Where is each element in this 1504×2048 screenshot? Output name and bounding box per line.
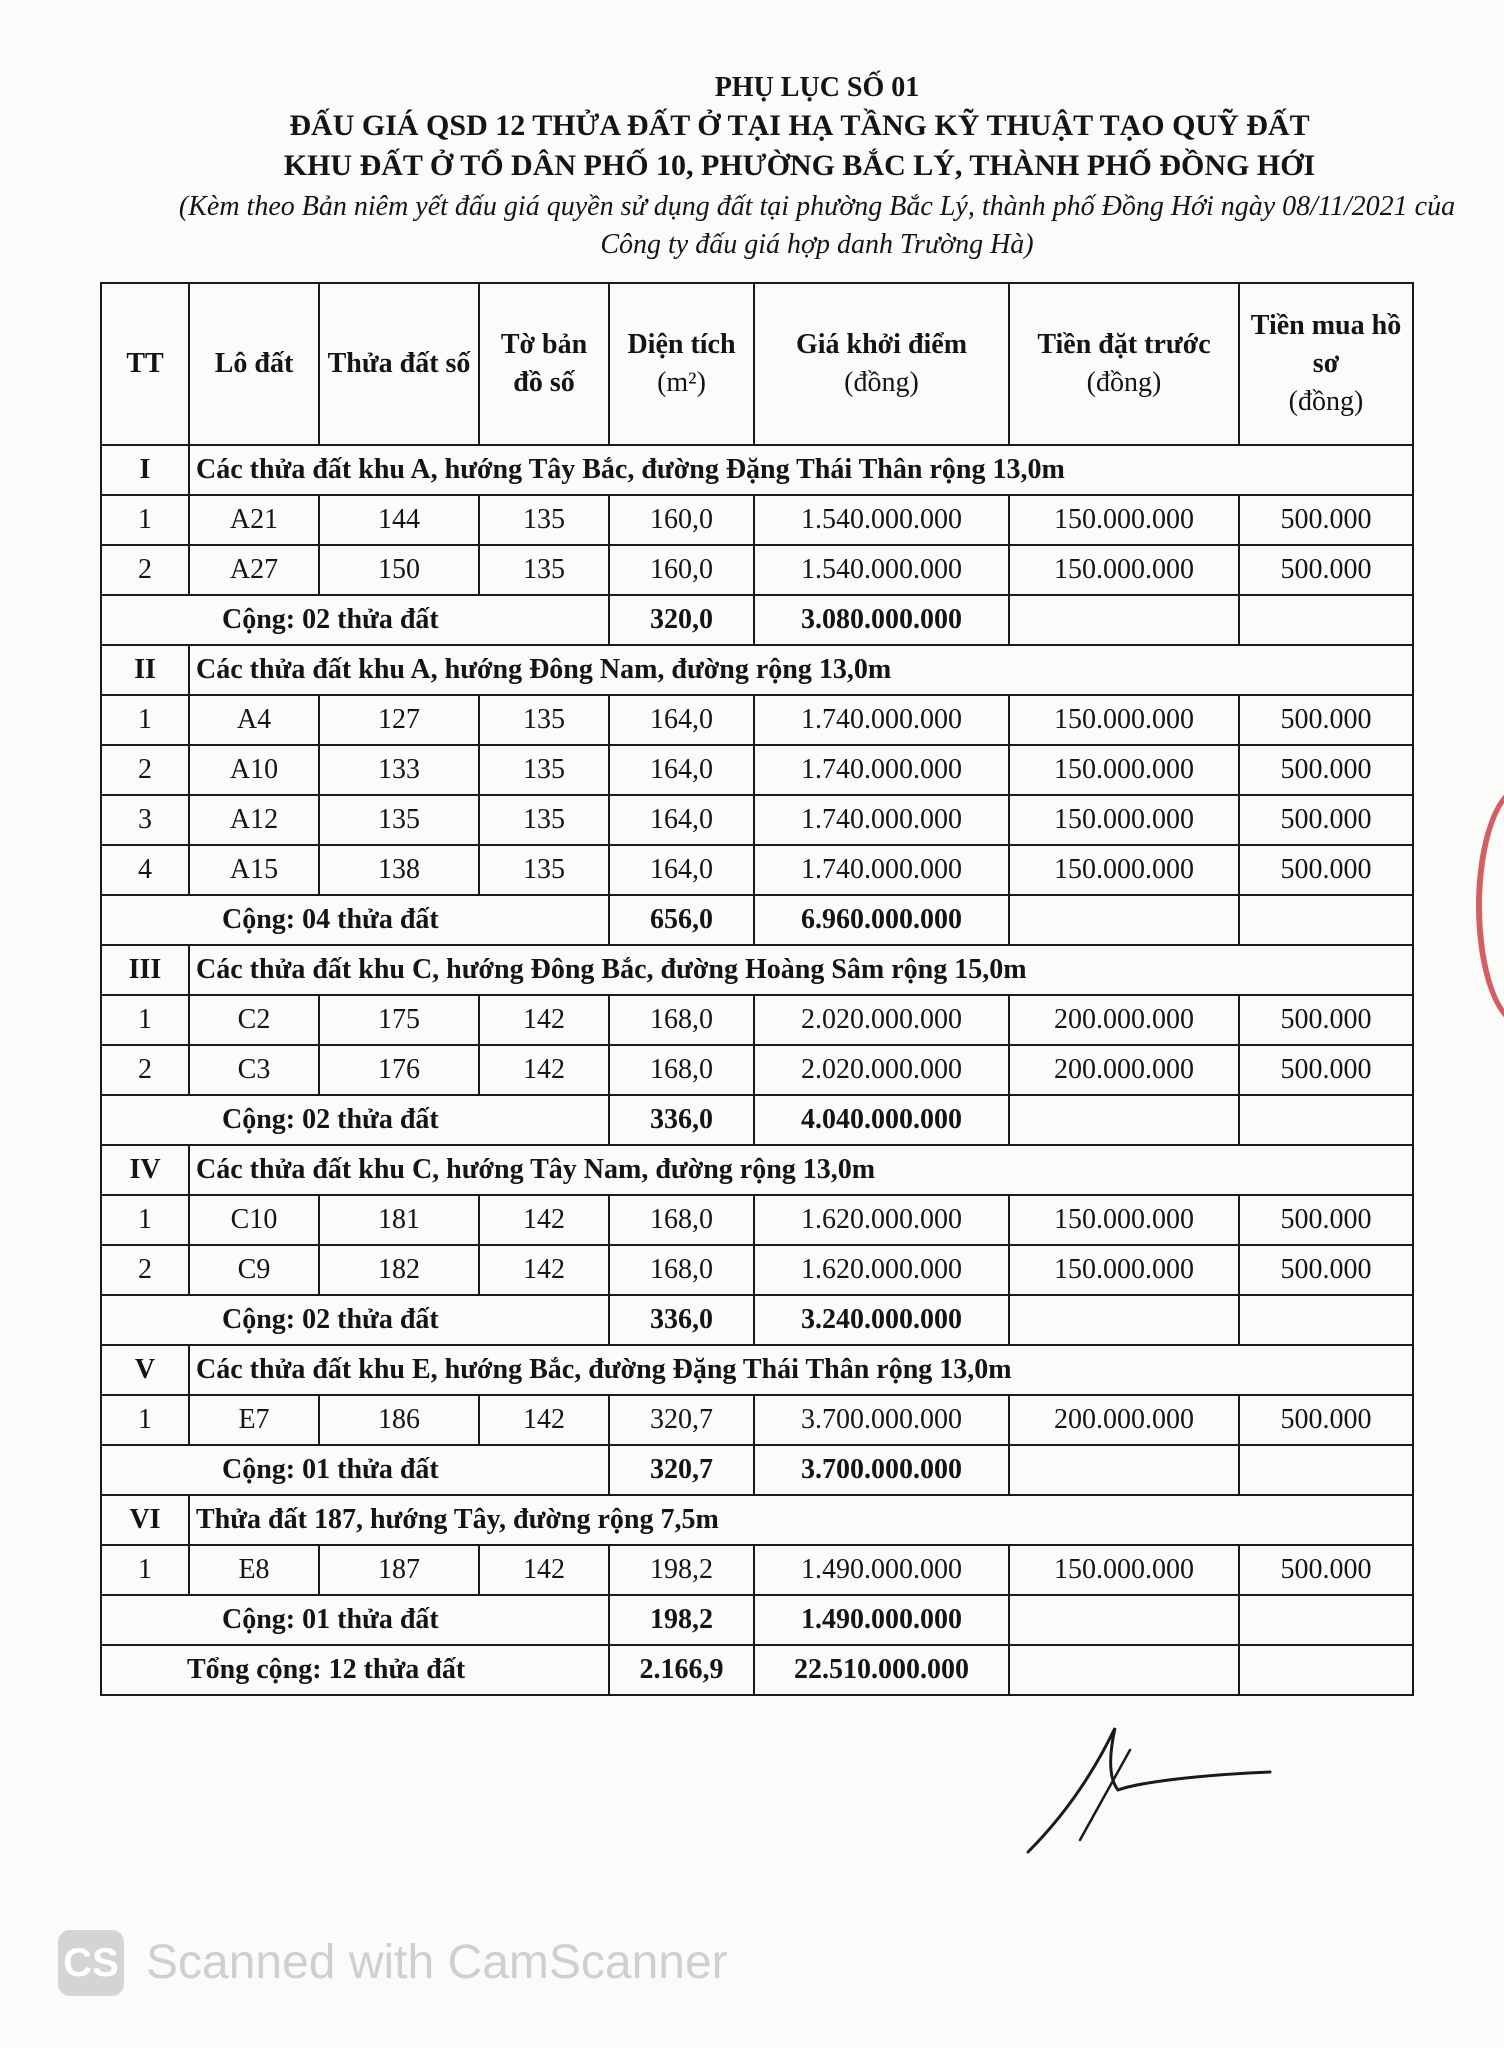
subtotal-label: Cộng: 02 thửa đất [101, 595, 609, 645]
subtotal-label: Cộng: 01 thửa đất [101, 1595, 609, 1645]
subtotal-label: Cộng: 04 thửa đất [101, 895, 609, 945]
col-fee [1239, 283, 1413, 445]
cell-map: 135 [479, 545, 609, 595]
cell-deposit: 150.000.000 [1009, 695, 1239, 745]
cell-tt: 1 [101, 995, 189, 1045]
subtotal-row [101, 1595, 1413, 1645]
cell-deposit: 150.000.000 [1009, 795, 1239, 845]
section-title: Các thửa đất khu A, hướng Tây Bắc, đường Đặng Thái Thân rộng 13,0m [189, 445, 1413, 495]
cell-parcel: 182 [319, 1245, 479, 1295]
cell-area: 164,0 [609, 695, 754, 745]
cell-lot: A27 [189, 545, 319, 595]
col-fee-unit: (đồng) [1288, 386, 1364, 417]
cell-fee: 500.000 [1239, 1195, 1413, 1245]
cell-parcel: 133 [319, 745, 479, 795]
cell-area: 164,0 [609, 795, 754, 845]
cell-area: 168,0 [609, 995, 754, 1045]
cell-map: 142 [479, 1545, 609, 1595]
section-row [101, 945, 1413, 995]
col-fee-label: Tiền mua hồ sơ [1250, 310, 1402, 379]
section-title: Các thửa đất khu C, hướng Tây Nam, đường rộng 13,0m [189, 1145, 1413, 1195]
subtotal-area: 320,7 [609, 1445, 754, 1495]
subtotal-row [101, 595, 1413, 645]
cell-lot: A21 [189, 495, 319, 545]
subtotal-label: Cộng: 02 thửa đất [101, 1095, 609, 1145]
table-row [101, 1395, 1413, 1445]
section-title: Các thửa đất khu A, hướng Đông Nam, đường rộng 13,0m [189, 645, 1413, 695]
col-tt: TT [101, 283, 189, 445]
table-row [101, 1045, 1413, 1095]
cell-tt: 2 [101, 745, 189, 795]
cell-map: 142 [479, 995, 609, 1045]
subtotal-price: 1.490.000.000 [754, 1595, 1009, 1645]
table-row [101, 695, 1413, 745]
table-row [101, 545, 1413, 595]
cell-price: 1.740.000.000 [754, 745, 1009, 795]
subtotal-price: 6.960.000.000 [754, 895, 1009, 945]
subtotal-area: 656,0 [609, 895, 754, 945]
cell-parcel: 176 [319, 1045, 479, 1095]
subtotal-deposit [1009, 595, 1239, 645]
col-deposit [1009, 283, 1239, 445]
document-subtitle: KHU ĐẤT Ở TỔ DÂN PHỐ 10, PHƯỜNG BẮC LÝ, THÀNH PHỐ ĐỒNG HỚI [283, 149, 1316, 182]
col-deposit-label: Tiền đặt trước [1037, 329, 1211, 360]
grand-total-price: 22.510.000.000 [754, 1645, 1009, 1695]
cell-parcel: 175 [319, 995, 479, 1045]
subtotal-row [101, 1095, 1413, 1145]
subtotal-fee [1239, 1095, 1413, 1145]
cell-price: 1.740.000.000 [754, 845, 1009, 895]
table-row [101, 745, 1413, 795]
cell-parcel: 144 [319, 495, 479, 545]
cell-map: 142 [479, 1395, 609, 1445]
subtotal-row [101, 1295, 1413, 1345]
cell-price: 2.020.000.000 [754, 1045, 1009, 1095]
subtotal-row [101, 895, 1413, 945]
cell-tt: 3 [101, 795, 189, 845]
subtotal-fee [1239, 895, 1413, 945]
col-map: Tờ bản đồ số [479, 283, 609, 445]
cell-tt: 1 [101, 495, 189, 545]
subtotal-price: 3.700.000.000 [754, 1445, 1009, 1495]
section-row [101, 1345, 1413, 1395]
section-row [101, 445, 1413, 495]
grand-total-row [101, 1645, 1413, 1695]
section-row [101, 1495, 1413, 1545]
cell-deposit: 150.000.000 [1009, 495, 1239, 545]
grand-total-fee [1239, 1645, 1413, 1695]
col-area-unit: (m²) [657, 367, 706, 398]
cell-deposit: 150.000.000 [1009, 545, 1239, 595]
col-lot: Lô đất [189, 283, 319, 445]
cell-parcel: 187 [319, 1545, 479, 1595]
cell-deposit: 200.000.000 [1009, 1395, 1239, 1445]
cell-area: 168,0 [609, 1195, 754, 1245]
cell-map: 142 [479, 1195, 609, 1245]
cell-area: 164,0 [609, 845, 754, 895]
handwritten-signature [1020, 1720, 1280, 1860]
subtotal-label: Cộng: 01 thửa đất [101, 1445, 609, 1495]
subtotal-area: 320,0 [609, 595, 754, 645]
section-title: Các thửa đất khu E, hướng Bắc, đường Đặng Thái Thân rộng 13,0m [189, 1345, 1413, 1395]
subtotal-deposit [1009, 1595, 1239, 1645]
subtotal-price: 3.240.000.000 [754, 1295, 1009, 1345]
section-number: VI [101, 1495, 189, 1545]
cell-deposit: 150.000.000 [1009, 1245, 1239, 1295]
subtotal-deposit [1009, 1095, 1239, 1145]
cell-lot: C2 [189, 995, 319, 1045]
cell-lot: C9 [189, 1245, 319, 1295]
cell-area: 320,7 [609, 1395, 754, 1445]
cell-fee: 500.000 [1239, 1545, 1413, 1595]
camscanner-logo-icon: CS [58, 1930, 124, 1996]
section-title: Thửa đất 187, hướng Tây, đường rộng 7,5m [189, 1495, 1413, 1545]
subtotal-price: 4.040.000.000 [754, 1095, 1009, 1145]
cell-parcel: 181 [319, 1195, 479, 1245]
cell-fee: 500.000 [1239, 745, 1413, 795]
cell-parcel: 127 [319, 695, 479, 745]
cell-price: 1.620.000.000 [754, 1195, 1009, 1245]
cell-price: 1.540.000.000 [754, 545, 1009, 595]
col-area [609, 283, 754, 445]
cell-area: 198,2 [609, 1545, 754, 1595]
section-number: IV [101, 1145, 189, 1195]
subtotal-row [101, 1445, 1413, 1495]
cell-map: 142 [479, 1045, 609, 1095]
cell-map: 135 [479, 845, 609, 895]
cell-price: 1.490.000.000 [754, 1545, 1009, 1595]
cell-tt: 1 [101, 1545, 189, 1595]
table-body [101, 445, 1413, 1645]
table-row [101, 1195, 1413, 1245]
cell-map: 135 [479, 695, 609, 745]
subtotal-deposit [1009, 1295, 1239, 1345]
cell-map: 135 [479, 495, 609, 545]
cell-fee: 500.000 [1239, 1045, 1413, 1095]
table-row [101, 795, 1413, 845]
subtotal-fee [1239, 1295, 1413, 1345]
cell-fee: 500.000 [1239, 1245, 1413, 1295]
grand-total-label: Tổng cộng: 12 thửa đất [101, 1645, 609, 1695]
cell-area: 160,0 [609, 495, 754, 545]
cell-tt: 1 [101, 1395, 189, 1445]
document-title: ĐẤU GIÁ QSD 12 THỬA ĐẤT Ở TẠI HẠ TẦNG KỸ THUẬT TẠO QUỸ ĐẤT [289, 109, 1310, 142]
cell-price: 3.700.000.000 [754, 1395, 1009, 1445]
subtotal-fee [1239, 595, 1413, 645]
cell-area: 160,0 [609, 545, 754, 595]
cell-area: 168,0 [609, 1045, 754, 1095]
cell-fee: 500.000 [1239, 1395, 1413, 1445]
cell-deposit: 150.000.000 [1009, 1195, 1239, 1245]
cell-fee: 500.000 [1239, 795, 1413, 845]
cell-parcel: 135 [319, 795, 479, 845]
cell-fee: 500.000 [1239, 495, 1413, 545]
cell-lot: E8 [189, 1545, 319, 1595]
cell-area: 168,0 [609, 1245, 754, 1295]
cell-map: 135 [479, 795, 609, 845]
cell-tt: 2 [101, 1045, 189, 1095]
cell-area: 164,0 [609, 745, 754, 795]
camscanner-watermark-text: Scanned with CamScanner [146, 1936, 728, 1989]
cell-tt: 1 [101, 695, 189, 745]
cell-deposit: 150.000.000 [1009, 1545, 1239, 1595]
section-title: Các thửa đất khu C, hướng Đông Bắc, đường Hoàng Sâm rộng 15,0m [189, 945, 1413, 995]
table-row [101, 1545, 1413, 1595]
section-row [101, 645, 1413, 695]
cell-price: 1.620.000.000 [754, 1245, 1009, 1295]
cell-lot: A15 [189, 845, 319, 895]
section-number: III [101, 945, 189, 995]
table-row [101, 845, 1413, 895]
cell-lot: C10 [189, 1195, 319, 1245]
subtotal-fee [1239, 1445, 1413, 1495]
cell-deposit: 150.000.000 [1009, 745, 1239, 795]
table-row [101, 995, 1413, 1045]
subtotal-deposit [1009, 1445, 1239, 1495]
table-row [101, 1245, 1413, 1295]
subtotal-area: 198,2 [609, 1595, 754, 1645]
cell-price: 1.740.000.000 [754, 695, 1009, 745]
cell-lot: A10 [189, 745, 319, 795]
subtotal-price: 3.080.000.000 [754, 595, 1009, 645]
cell-price: 1.740.000.000 [754, 795, 1009, 845]
subtotal-deposit [1009, 895, 1239, 945]
cell-price: 1.540.000.000 [754, 495, 1009, 545]
col-price-label: Giá khởi điểm [795, 329, 968, 360]
cell-fee: 500.000 [1239, 845, 1413, 895]
cell-lot: C3 [189, 1045, 319, 1095]
appendix-title: PHỤ LỤC SỐ 01 [714, 72, 920, 103]
auction-table [100, 282, 1414, 1696]
cell-fee: 500.000 [1239, 545, 1413, 595]
cell-price: 2.020.000.000 [754, 995, 1009, 1045]
subtotal-label: Cộng: 02 thửa đất [101, 1295, 609, 1345]
cell-lot: A12 [189, 795, 319, 845]
document-header [0, 70, 1504, 264]
table-row [101, 495, 1413, 545]
col-deposit-unit: (đồng) [1086, 367, 1162, 398]
cell-lot: A4 [189, 695, 319, 745]
subtotal-area: 336,0 [609, 1295, 754, 1345]
red-stamp-seal [1476, 785, 1504, 1027]
section-number: II [101, 645, 189, 695]
grand-total-area: 2.166,9 [609, 1645, 754, 1695]
cell-tt: 4 [101, 845, 189, 895]
subtotal-fee [1239, 1595, 1413, 1645]
section-number: I [101, 445, 189, 495]
cell-deposit: 150.000.000 [1009, 845, 1239, 895]
cell-parcel: 138 [319, 845, 479, 895]
col-price [754, 283, 1009, 445]
cell-lot: E7 [189, 1395, 319, 1445]
section-number: V [101, 1345, 189, 1395]
cell-deposit: 200.000.000 [1009, 1045, 1239, 1095]
cell-parcel: 186 [319, 1395, 479, 1445]
cell-fee: 500.000 [1239, 995, 1413, 1045]
cell-parcel: 150 [319, 545, 479, 595]
cell-map: 135 [479, 745, 609, 795]
cell-tt: 2 [101, 545, 189, 595]
col-area-label: Diện tích [627, 329, 736, 360]
table-header-row [101, 283, 1413, 445]
cell-tt: 2 [101, 1245, 189, 1295]
cell-tt: 1 [101, 1195, 189, 1245]
cell-map: 142 [479, 1245, 609, 1295]
section-row [101, 1145, 1413, 1195]
col-price-unit: (đồng) [844, 367, 919, 398]
document-note: (Kèm theo Bản niêm yết đấu giá quyền sử dụng đất tại phường Bắc Lý, thành phố Đồng Hới ngày 08/11/2021 của Công ty đấu giá hợp danh Trường Hà) [178, 191, 1456, 260]
subtotal-area: 336,0 [609, 1095, 754, 1145]
col-parcel: Thửa đất số [319, 283, 479, 445]
cell-deposit: 200.000.000 [1009, 995, 1239, 1045]
cell-fee: 500.000 [1239, 695, 1413, 745]
grand-total-deposit [1009, 1645, 1239, 1695]
